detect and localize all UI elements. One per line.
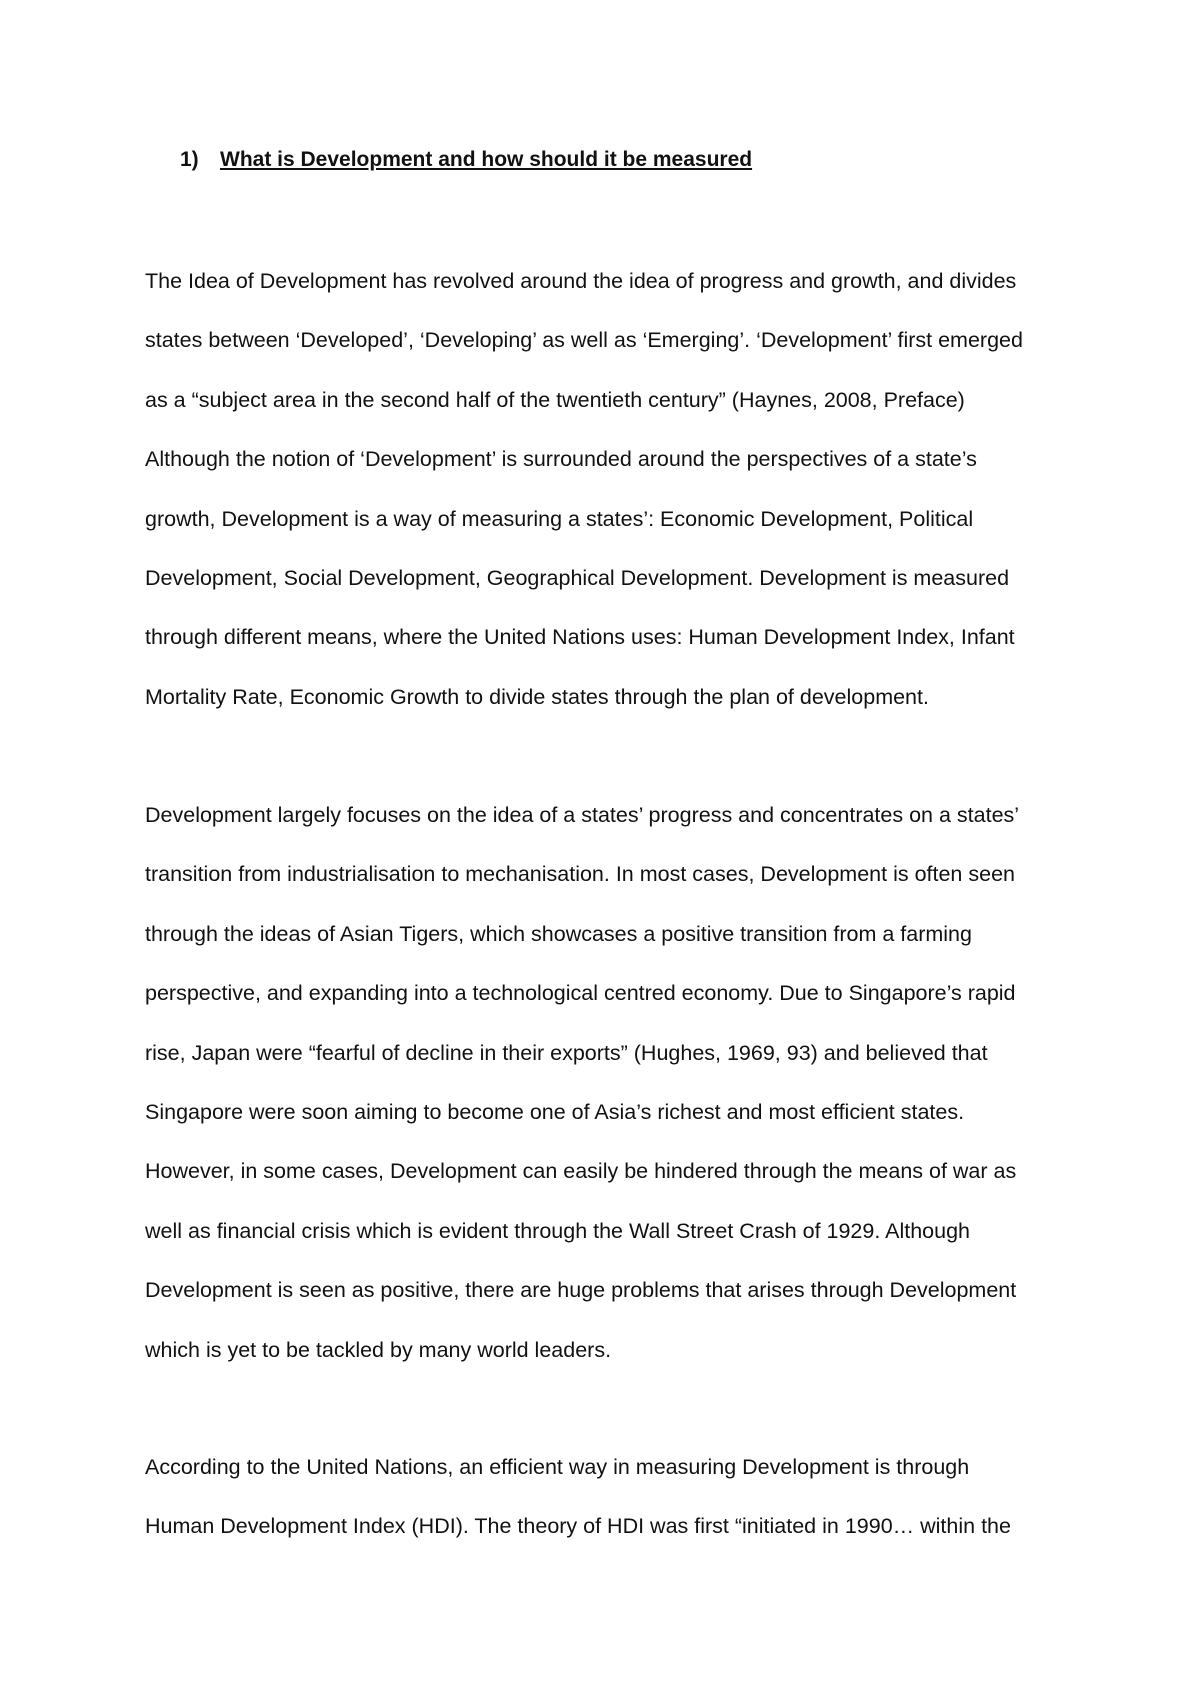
- text-line: growth, Development is a way of measuring a states’: Economic Development, Political: [145, 506, 974, 531]
- text-line: states between ‘Developed’, ‘Developing’ as well as ‘Emerging’. ‘Development’ first emerged: [145, 328, 1023, 353]
- text-line: rise, Japan were “fearful of decline in their exports” (Hughes, 1969, 93) and believed that: [145, 1040, 988, 1065]
- text-line: transition from industrialisation to mechanisation. In most cases, Development is often seen: [145, 862, 1015, 887]
- paragraph-3: [145, 1438, 1065, 1557]
- text-line: Singapore were soon aiming to become one of Asia’s richest and most efficient states.: [145, 1099, 965, 1124]
- text-line: Development largely focuses on the idea of a states’ progress and concentrates on a states’: [145, 803, 1020, 827]
- heading-number: 1): [180, 148, 199, 171]
- text-line: Development is seen as positive, there are huge problems that arises through Development: [145, 1278, 1017, 1303]
- text-line: According to the United Nations, an efficient way in measuring Development is through: [145, 1455, 970, 1479]
- text-line: through the ideas of Asian Tigers, which showcases a positive transition from a farming: [145, 921, 972, 946]
- paragraph-1: [145, 252, 1065, 727]
- text-line: Although the notion of ‘Development’ is surrounded around the perspectives of a state’s: [145, 447, 977, 472]
- text-line: The Idea of Development has revolved around the idea of progress and growth, and divides: [145, 269, 1017, 293]
- text-line: Mortality Rate, Economic Growth to divide states through the plan of development.: [145, 684, 929, 709]
- paragraph-2: [145, 786, 1065, 1380]
- text-line: through different means, where the United Nations uses: Human Development Index, Infant: [145, 625, 1015, 650]
- text-line: well as financial crisis which is evident through the Wall Street Crash of 1929. Although: [145, 1218, 970, 1243]
- text-line: perspective, and expanding into a technological centred economy. Due to Singapore’s rapid: [145, 981, 1016, 1006]
- heading-title: What is Development and how should it be measured: [220, 148, 753, 171]
- text-line: as a “subject area in the second half of the twentieth century” (Haynes, 2008, Preface): [145, 387, 965, 412]
- text-line: Human Development Index (HDI). The theory of HDI was first “initiated in 1990… within the: [145, 1514, 1011, 1539]
- text-line: Development, Social Development, Geographical Development. Development is measured: [145, 565, 1010, 590]
- text-line: However, in some cases, Development can easily be hindered through the means of war as: [145, 1159, 1017, 1184]
- section-heading: [180, 148, 752, 172]
- text-line: which is yet to be tackled by many world leaders.: [145, 1337, 612, 1362]
